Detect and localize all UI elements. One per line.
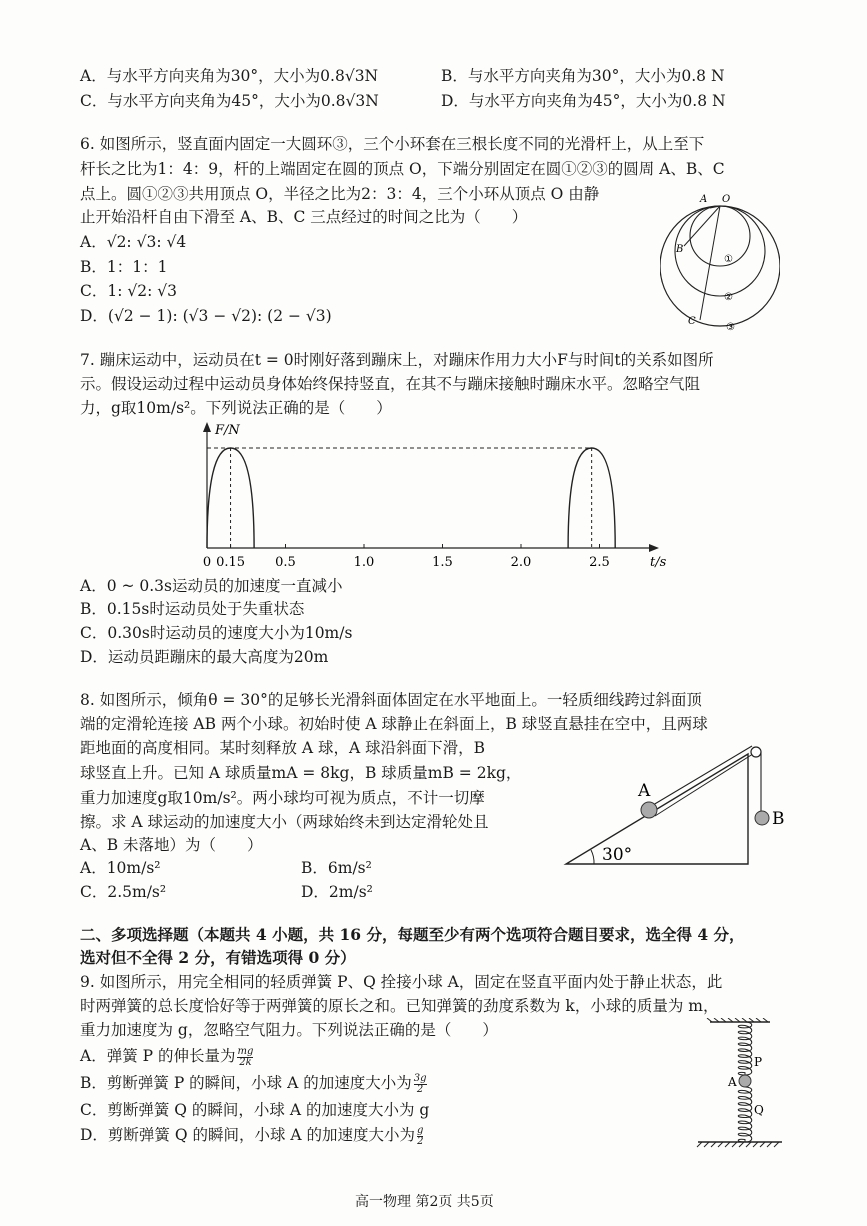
fraction-denominator: 2	[417, 1135, 424, 1147]
label-circle-3: ③	[726, 322, 735, 332]
ball-b	[755, 811, 769, 825]
q9-spring-figure	[690, 1018, 790, 1148]
q5-option-b: B．与水平方向夹角为30°，大小为0.8 N	[441, 67, 725, 85]
ball-a	[739, 1075, 751, 1087]
q8-stem-line-6: 擦。求 A 球运动的加速度大小（两球始终未到达定滑轮处且	[80, 813, 489, 831]
string-incline	[648, 746, 752, 808]
section-2-heading-line-1: 二、多项选择题（本题共 4 小题，共 16 分，每题至少有两个选项符合题目要求，选全得 4 分，	[80, 925, 745, 944]
q9-option-a-text: A．弹簧 P 的伸长量为	[80, 1047, 236, 1065]
x-tick-label: 2.0	[510, 555, 532, 570]
q8-incline-figure	[560, 738, 800, 870]
page-footer: 高一物理 第2页 共5页	[355, 1194, 494, 1210]
q6-stem-line-2: 杆长之比为1：4：9，杆的上端固定在圆的顶点 O，下端分别固定在圆①②③的圆周 A、B、C	[80, 160, 725, 178]
q6-stem-line-1: 6. 如图所示，竖直面内固定一大圆环③，三个小环套在三根长度不同的光滑杆上，从上至下	[80, 135, 705, 153]
q7-force-time-chart	[195, 420, 675, 570]
spring-q	[738, 1087, 752, 1142]
q8-option-a: A．10m/s²	[80, 859, 161, 877]
q7-option-d: D．运动员距蹦床的最大高度为20m	[80, 648, 329, 666]
x-tick-label: 0.15	[216, 555, 246, 570]
q9-option-a	[80, 1046, 253, 1068]
circle-1	[690, 206, 750, 266]
q5-option-c: C．与水平方向夹角为45°，大小为0.8√3N	[80, 92, 379, 110]
q6-stem-line-4: 止开始沿杆自由下滑至 A、B、C 三点经过的时间之比为（ ）	[80, 208, 528, 226]
label-spring-p: P	[754, 1055, 763, 1069]
q9-option-a-fraction	[237, 1047, 253, 1068]
hatch-line	[725, 1142, 730, 1147]
hatch-line	[753, 1142, 758, 1147]
q9-option-b-fraction	[414, 1074, 427, 1095]
q8-option-d: D．2m/s²	[301, 883, 373, 901]
q9-option-d-fraction	[417, 1126, 423, 1147]
q7-stem-line-3: 力，g取10m/s²。下列说法正确的是（ ）	[80, 399, 392, 417]
q9-stem-line-2: 时两弹簧的总长度恰好等于两弹簧的原长之和。已知弹簧的劲度系数为 k，小球的质量为 m，	[80, 997, 719, 1015]
q7-option-a: A．0 ~ 0.3s运动员的加速度一直减小	[80, 577, 343, 595]
circle-2	[675, 206, 765, 296]
ball-a	[641, 802, 657, 818]
hatch-line	[774, 1142, 779, 1147]
label-ball-a: A	[728, 1075, 737, 1089]
q8-stem-line-4: 球竖直上升。已知 A 球质量mA = 8kg，B 球质量mB = 2kg，	[80, 764, 522, 782]
q8-stem-line-5: 重力加速度g取10m/s²。两小球均可视为质点，不计一切摩	[80, 789, 485, 807]
hatch-line	[739, 1142, 744, 1147]
label-b: B	[676, 244, 684, 255]
pulley	[751, 747, 761, 757]
q9-stem-line-3: 重力加速度为 g，忽略空气阻力。下列说法正确的是（ ）	[80, 1021, 498, 1039]
hatch-line	[707, 1018, 712, 1022]
hatch-line	[704, 1142, 709, 1147]
q9-option-d-text: D．剪断弹簧 Q 的瞬间，小球 A 的加速度大小为	[80, 1126, 416, 1144]
q9-option-c: C．剪断弹簧 Q 的瞬间，小球 A 的加速度大小为 g	[80, 1101, 430, 1119]
x-tick-label: 0.5	[275, 555, 296, 570]
floor-hatch	[697, 1142, 779, 1147]
x-axis-label: t/s	[650, 555, 667, 570]
x-tick-label: 1.0	[353, 555, 375, 570]
q9-option-b-text: B．剪断弹簧 P 的瞬间，小球 A 的加速度大小为	[80, 1074, 412, 1092]
q7-option-c: C．0.30s时运动员的速度大小为10m/s	[80, 624, 353, 642]
fraction-numerator: 3g	[413, 1072, 427, 1084]
q7-stem-line-2: 示。假设运动过程中运动员身体始终保持竖直，在其不与蹦床接触时蹦床水平。忽略空气阻	[80, 375, 701, 393]
hatch-line	[697, 1142, 702, 1147]
label-ball-b: B	[772, 809, 785, 829]
hatch-line	[746, 1142, 751, 1147]
hatch-line	[767, 1142, 772, 1147]
label-ball-a: A	[638, 781, 651, 801]
q6-option-c: C．1: √2: √3	[80, 282, 177, 300]
x-tick-label: 2.5	[589, 555, 610, 570]
hatch-line	[732, 1142, 737, 1147]
section-2-heading-line-2: 选对但不全得 2 分，有错选项得 0 分）	[80, 948, 356, 967]
q9-option-d	[80, 1125, 423, 1147]
q8-stem-line-7: A、B 未落地）为（ ）	[80, 836, 263, 854]
x-axis-arrow	[649, 544, 659, 552]
x-tick-label: 0	[202, 555, 212, 570]
y-axis-arrow	[203, 422, 211, 432]
q6-option-d: D．(√2 − 1): (√3 − √2): (2 − √3)	[80, 307, 332, 325]
q6-stem-line-3: 点上。圆①②③共用顶点 O，半径之比为2：3：4，三个小环从顶点 O 由静	[80, 185, 600, 203]
q8-stem-line-2: 端的定滑轮连接 AB 两个小球。初始时使 A 球静止在斜面上，B 球竖直悬挂在空中，且两球	[80, 715, 708, 733]
label-c: C	[688, 316, 696, 327]
label-spring-q: Q	[754, 1103, 764, 1117]
fraction-numerator: mg	[237, 1045, 254, 1057]
q6-circle-figure	[660, 180, 780, 332]
rod-oc	[700, 206, 720, 320]
angle-arc	[591, 850, 594, 864]
q8-stem-line-3: 距地面的高度相同。某时刻释放 A 球，A 球沿斜面下滑，B	[80, 739, 486, 757]
q7-option-b: B．0.15s时运动员处于失重状态	[80, 600, 305, 618]
fraction-denominator: 2k	[239, 1056, 252, 1068]
y-axis-label: F/N	[215, 423, 240, 438]
q5-option-a: A．与水平方向夹角为30°，大小为0.8√3N	[80, 67, 379, 85]
q9-stem-line-1: 9. 如图所示，用完全相同的轻质弹簧 P、Q 拴接小球 A，固定在竖直平面内处于静止状态，此	[80, 973, 723, 991]
spring-p	[738, 1022, 752, 1075]
hatch-line	[718, 1142, 723, 1147]
label-circle-1: ①	[724, 254, 733, 265]
x-tick-label: 1.5	[432, 555, 453, 570]
q8-option-c: C．2.5m/s²	[80, 883, 167, 901]
label-circle-2: ②	[724, 292, 733, 303]
q5-option-d: D．与水平方向夹角为45°，大小为0.8 N	[441, 92, 726, 110]
string-incline-2	[655, 752, 756, 816]
q7-stem-line-1: 7. 蹦床运动中，运动员在t = 0时刚好落到蹦床上，对蹦床作用力大小F与时间t的关系如图所	[80, 351, 714, 369]
hatch-line	[711, 1142, 716, 1147]
hatch-line	[760, 1142, 765, 1147]
q8-option-b: B．6m/s²	[301, 859, 372, 877]
label-a: A	[700, 194, 708, 205]
fraction-denominator: 2	[416, 1083, 424, 1095]
label-o: O	[722, 194, 731, 205]
q6-option-a: A．√2: √3: √4	[80, 233, 187, 251]
q9-option-b	[80, 1073, 427, 1095]
fraction-numerator: g	[417, 1124, 424, 1136]
q6-option-b: B．1：1：1	[80, 258, 168, 276]
q8-stem-line-1: 8. 如图所示，倾角θ = 30°的足够长光滑斜面体固定在水平地面上。一轻质细线跨过斜面顶	[80, 691, 702, 709]
label-angle: 30°	[602, 845, 633, 865]
